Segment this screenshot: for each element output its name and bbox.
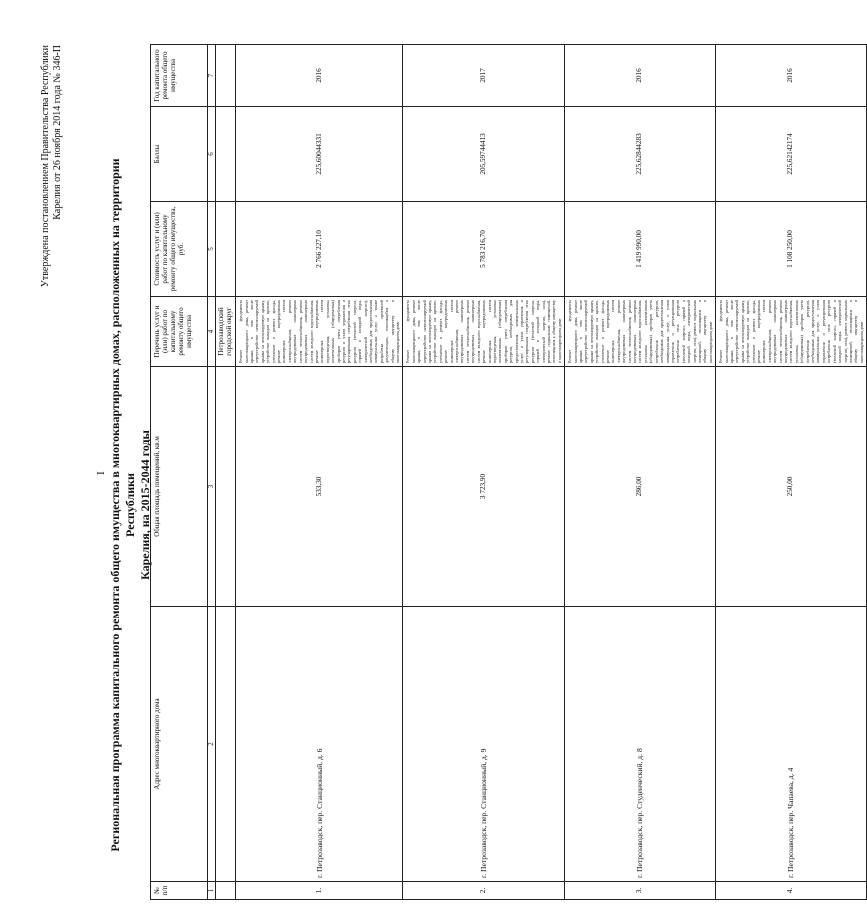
table-header-row — [151, 45, 208, 900]
row-number: 1. — [236, 882, 403, 900]
approval-line-1: Утверждена постановлением Правительства Республики — [40, 45, 51, 288]
header-address: Адрес многоквартирного дома — [151, 606, 208, 881]
row-address: г. Петрозаводск, пер. Чапаева, д. 4 — [716, 606, 867, 881]
colnum-4: 4 — [208, 296, 216, 366]
colnum-1: 1 — [208, 882, 216, 900]
row-score: 205,59744413 — [403, 106, 565, 201]
header-number: № п/п — [151, 882, 208, 900]
header-year: Год капитального ремонта общего имущества — [151, 45, 208, 107]
row-area: 533,30 — [236, 366, 403, 606]
table-row — [236, 45, 403, 900]
row-cost: 5 783 216,70 — [403, 201, 565, 296]
row-number: 2. — [403, 882, 565, 900]
row-year: 2017 — [403, 45, 565, 107]
row-score: 225,62844283 — [565, 106, 716, 201]
colnum-6: 6 — [208, 106, 216, 201]
colnum-3: 3 — [208, 366, 216, 606]
colnum-5: 5 — [208, 201, 216, 296]
row-area: 250,00 — [716, 366, 867, 606]
row-address: г. Петрозаводск, пер. Станционный, д. 9 — [403, 606, 565, 881]
row-score: 225,60044331 — [236, 106, 403, 201]
table-row — [716, 45, 867, 900]
row-score: 225,62142174 — [716, 106, 867, 201]
column-number-row — [208, 45, 216, 900]
row-works: Ремонт фундамента многоквартирного дома, ремонт крыши, в том числе переустройство невентилируемой крыши на вентилируемую крышу, устройство выходов на кровлю, утепление и ремонт фасада, ремонт внутридомовых инженерных систем электроснабжения, ремонт внутридомовых инженерных систем теплоснабжения, ремонт внутридомовых инженерных систем холодного водоснабжения, ремонт внутридомовых инженерных систем водоотведения, установка коллективных (общедомовых) приборов учета потребления ресурсов, необходимых для предоставления коммунальных услуг, и узлов управления и регулирования потребления этих ресурсов (тепловой энергии, горячей и холодной воды, электрической энергии, газа), ремонт подвальных помещений, относящихся к общему имуществу в многоквартирном доме — [403, 296, 565, 366]
section-title: Петрозаводский городской округ — [216, 296, 236, 366]
program-table — [150, 44, 867, 900]
page-mark: I — [95, 471, 107, 475]
row-number: 3. — [565, 882, 716, 900]
row-address: г. Петрозаводск, пер. Станционный, д. 6 — [236, 606, 403, 881]
approval-note — [40, 45, 64, 345]
row-works: Ремонт фундамента многоквартирного дома, ремонт крыши, в том числе переустройство невентилируемой крыши на вентилируемую крышу, устройство выходов на кровлю, утепление и ремонт фасада, ремонт внутридомовых инженерных систем электроснабжения, ремонт внутридомовых инженерных систем теплоснабжения, ремонт внутридомовых инженерных систем холодного водоснабжения, ремонт внутридомовых инженерных систем водоотведения, установка коллективных (общедомовых) приборов учета потребления ресурсов и узлов управления и регулирования потребления этих ресурсов (тепловой энергии, горячей и холодной воды, электрической энергии), необходимых для предоставления коммунальных услуг, а также разработка проектной документации, относящейся к общему имуществу в многоквартирном доме — [236, 296, 403, 366]
header-area: Общая площадь помещений, кв.м — [151, 366, 208, 606]
row-number: 4. — [716, 882, 867, 900]
row-area: 286,00 — [565, 366, 716, 606]
row-cost: 1 108 250,00 — [716, 201, 867, 296]
header-score: Баллы — [151, 106, 208, 201]
row-year: 2016 — [716, 45, 867, 107]
row-cost: 1 419 990,00 — [565, 201, 716, 296]
row-year: 2016 — [565, 45, 716, 107]
table-row — [403, 45, 565, 900]
row-area: 3 723,90 — [403, 366, 565, 606]
title-line-2: Карелия, на 2015-2044 годы — [138, 430, 152, 580]
row-works: Ремонт фундамента многоквартирного дома, ремонт крыши, в том числе переустройство невентилируемой крыши на вентилируемую крышу, устройство выходов на кровлю, утепление и ремонт фасада, ремонт внутридомовых инженерных систем электроснабжения, ремонт внутридомовых инженерных систем теплоснабжения, ремонт внутридомовых инженерных систем холодного водоснабжения, установка коллективных (общедомовых) приборов учета потребления ресурсов, необходимых для предоставления коммунальных услуг, и узлов управления и регулирования потребления этих ресурсов (тепловой энергии, горячей и холодной воды, электрической энергии, газа), ремонт подвальных помещений, относящихся к общему имуществу в многоквартирном доме — [716, 296, 867, 366]
header-cost: Стоимость услуг и (или) работ по капитальному ремонту общего имущества, руб. — [151, 201, 208, 296]
row-year: 2016 — [236, 45, 403, 107]
header-works: Перечень услуг и (или) работ по капитальному ремонту общего имущества — [151, 296, 208, 366]
title-line-1: Региональная программа капитального ремонта общего имущества в многоквартирных домах, расположенных на территории Республики — [108, 158, 137, 852]
document-title — [108, 125, 153, 885]
table-row — [565, 45, 716, 900]
row-address: г. Петрозаводск, пер. Студенческий, д. 8 — [565, 606, 716, 881]
row-cost: 2 766 227,10 — [236, 201, 403, 296]
section-row — [216, 45, 236, 900]
row-works: Ремонт фундамента многоквартирного дома, ремонт крыши, в том числе переустройство невентилируемой крыши на вентилируемую крышу, устройство выходов на кровлю, утепление и ремонт фасада, ремонт внутридомовых инженерных систем электроснабжения, ремонт внутридомовых инженерных систем теплоснабжения, ремонт внутридомовых инженерных систем холодного водоснабжения, установка коллективных (общедомовых) приборов учета потребления ресурсов, необходимых для предоставления коммунальных услуг, и узлов управления и регулирования потребления этих ресурсов (тепловой энергии, горячей и холодной воды, электрической энергии, газа), ремонт подвальных помещений, относящихся к общему имуществу в многоквартирном доме — [565, 296, 716, 366]
colnum-7: 7 — [208, 45, 216, 107]
colnum-2: 2 — [208, 606, 216, 881]
approval-line-2: Карелия от 26 ноября 2014 года № 346-П — [52, 45, 63, 220]
